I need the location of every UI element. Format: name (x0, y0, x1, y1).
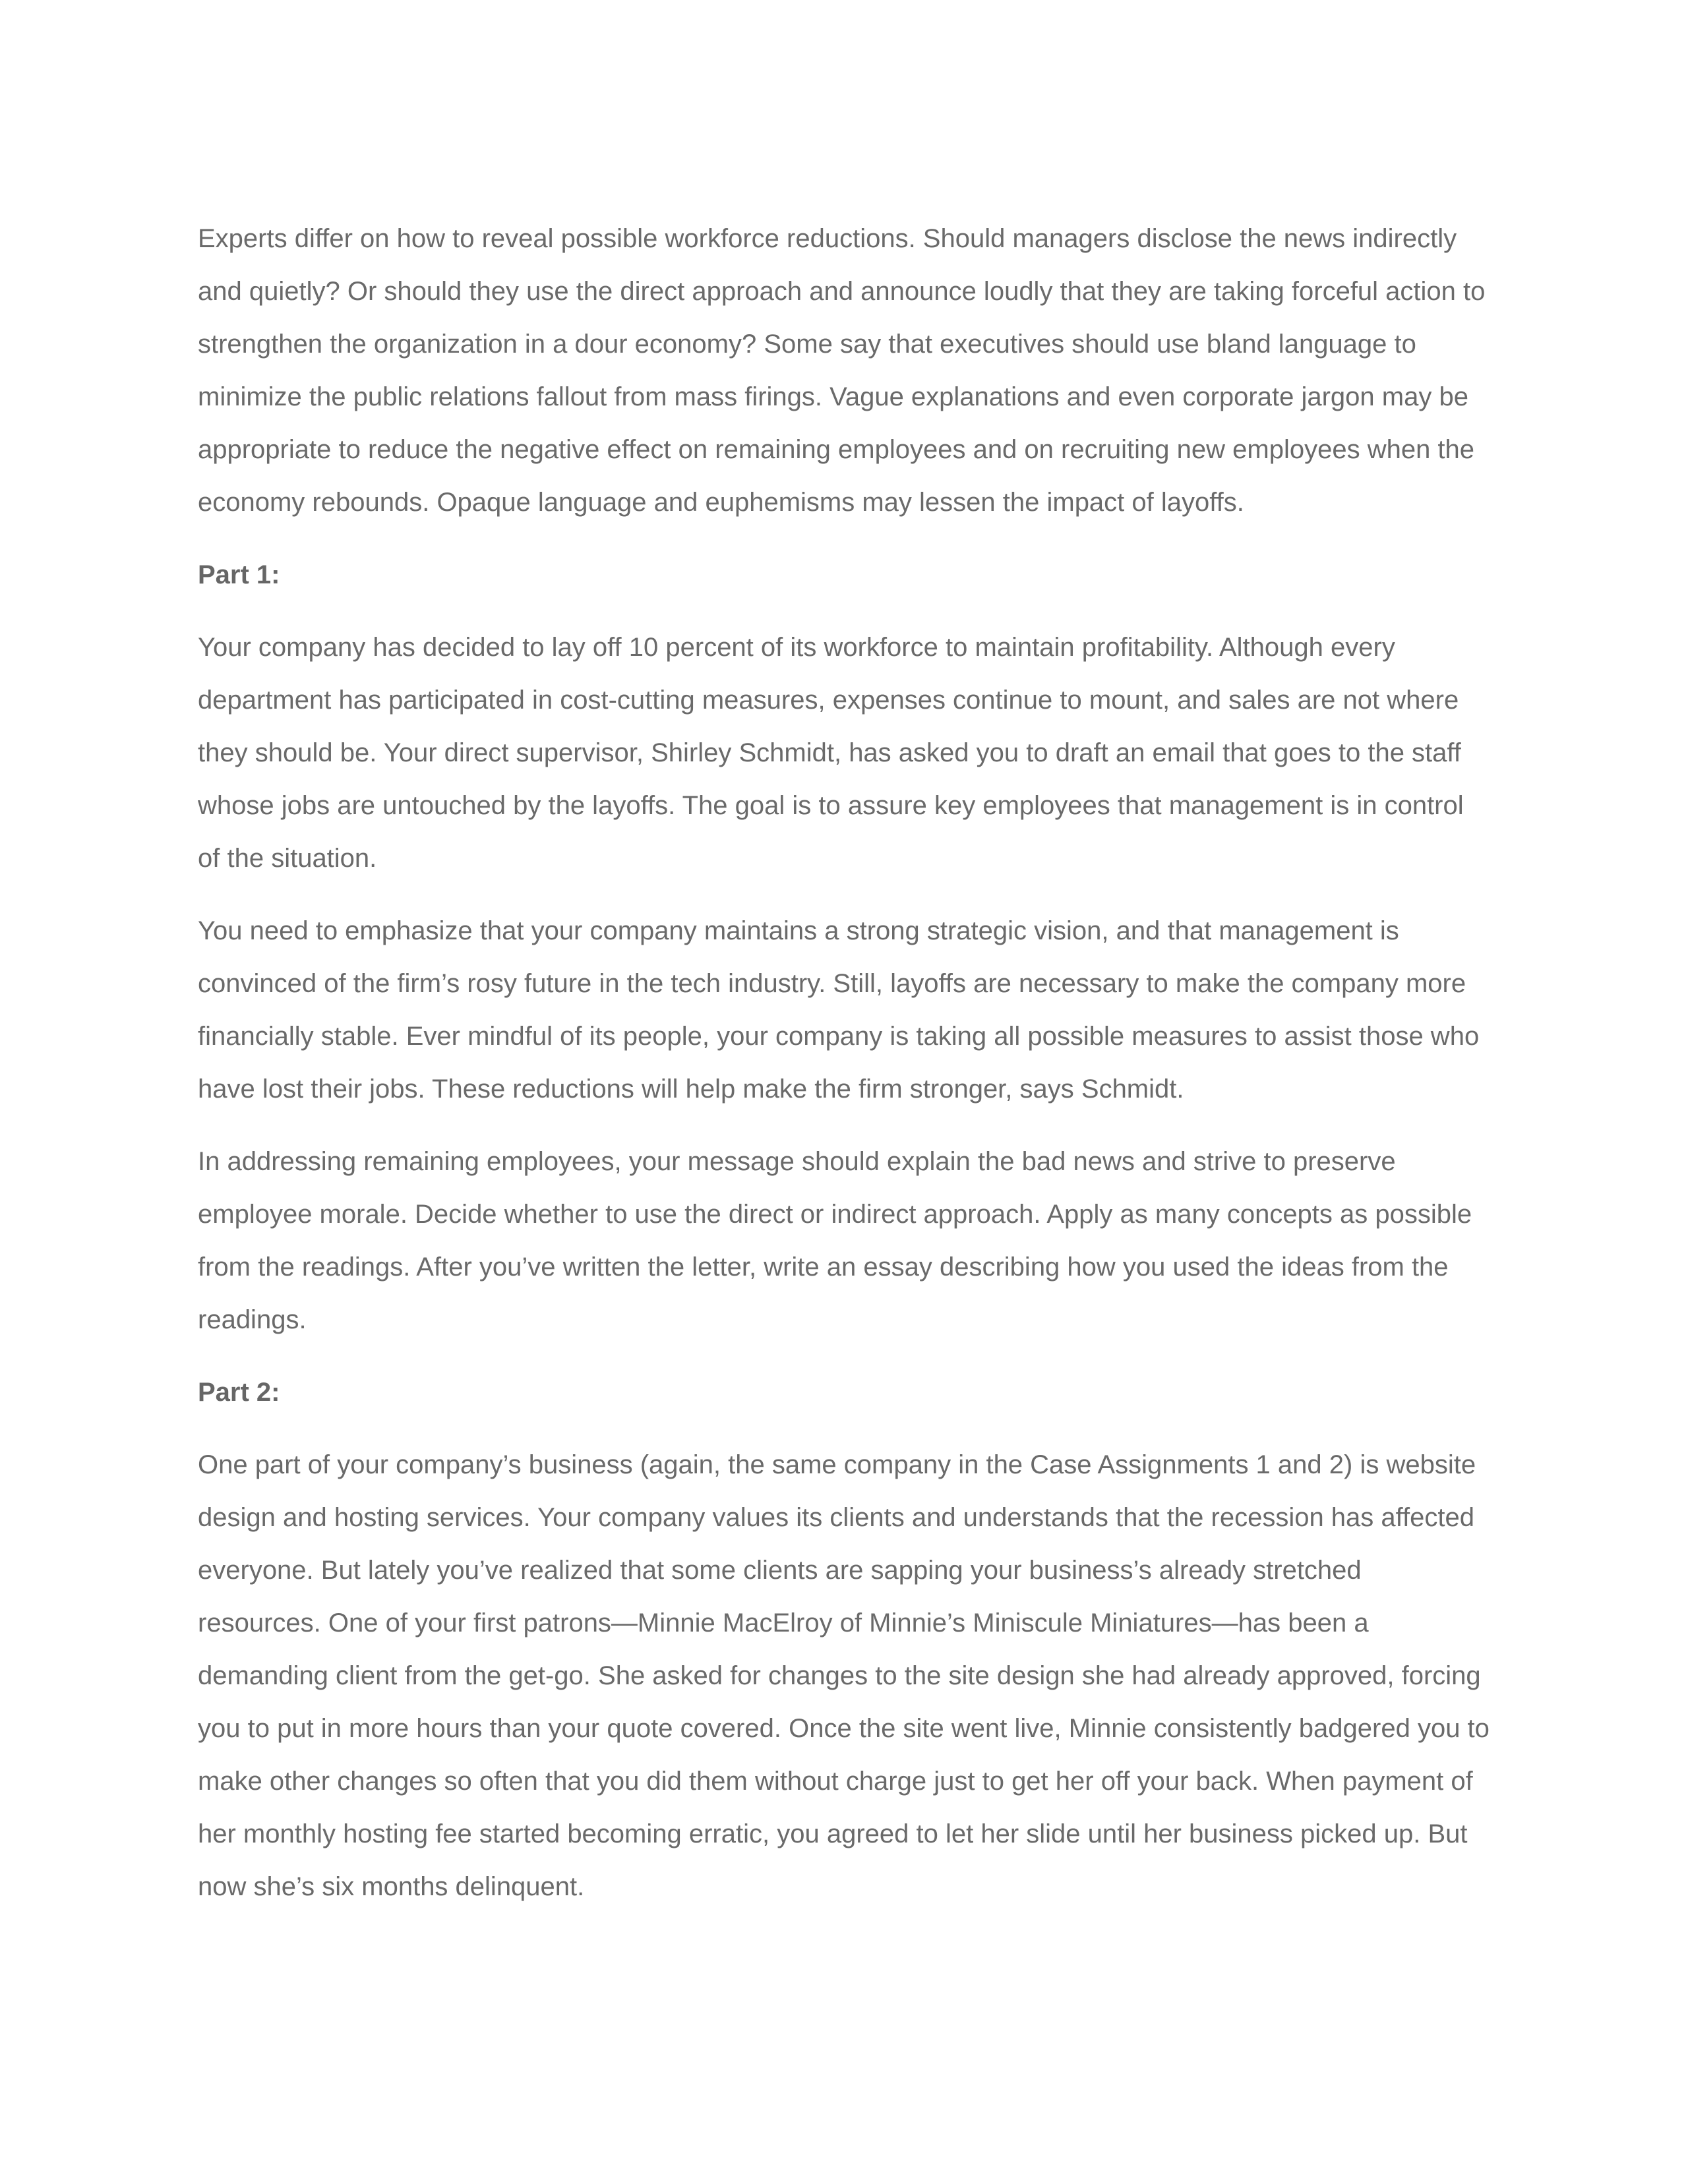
intro-paragraph: Experts differ on how to reveal possible workforce reductions. Should managers disclose the news indirectly and quietly? Or should they use the direct approach and announce loudly that they are taking forceful action to strengthen the organization in a dour economy? Some say that executives should use bland language to minimize the public relations fallout from mass firings. Vague explanations and even corporate jargon may be appropriate to reduce the negative effect on remaining employees and on recruiting new employees when the economy rebounds. Opaque language and euphemisms may lessen the impact of layoffs. (198, 224, 1486, 517)
part-1-paragraph-3: In addressing remaining employees, your message should explain the bad news and strive to preserve employee morale. Decide whether to use the direct or indirect approach. Apply as many concepts as possible from the readings. After you’ve written the letter, write an essay describing how you used the ideas from the readings. (198, 1147, 1472, 1334)
part-1-paragraph-2: You need to emphasize that your company maintains a strong strategic vision, and that management is convinced of the firm’s rosy future in the tech industry. Still, layoffs are necessary to make the company more financially stable. Ever mindful of its people, your company is taking all possible measures to assist those who have lost their jobs. These reductions will help make the firm stronger, says Schmidt. (198, 916, 1480, 1104)
part-1-paragraph-1: Your company has decided to lay off 10 percent of its workforce to maintain profitability. Although every department has participated in cost-cutting measures, expenses continue to mount, and sales are not where they should be. Your direct supervisor, Shirley Schmidt, has asked you to draft an email that goes to the staff whose jobs are untouched by the layoffs. The goal is to assure key employees that management is in control of the situation. (198, 633, 1464, 873)
document-page (198, 212, 1490, 1913)
part-2-paragraph-1: One part of your company’s business (again, the same company in the Case Assignments 1 and 2) is website design and hosting services. Your company values its clients and understands that the recession has affected everyone. But lately you’ve realized that some clients are sapping your business’s already stretched resources. One of your first patrons—Minnie MacElroy of Minnie’s Miniscule Miniatures—has been a demanding client from the get-go. She asked for changes to the site design she had already approved, forcing you to put in more hours than your quote covered. Once the site went live, Minnie consistently badgered you to make other changes so often that you did them without charge just to get her off your back. When payment of her monthly hosting fee started becoming erratic, you agreed to let her slide until her business picked up. But now she’s six months delinquent. (198, 1450, 1490, 1901)
part-2-heading: Part 2: (198, 1378, 280, 1407)
part-1-heading: Part 1: (198, 560, 280, 589)
